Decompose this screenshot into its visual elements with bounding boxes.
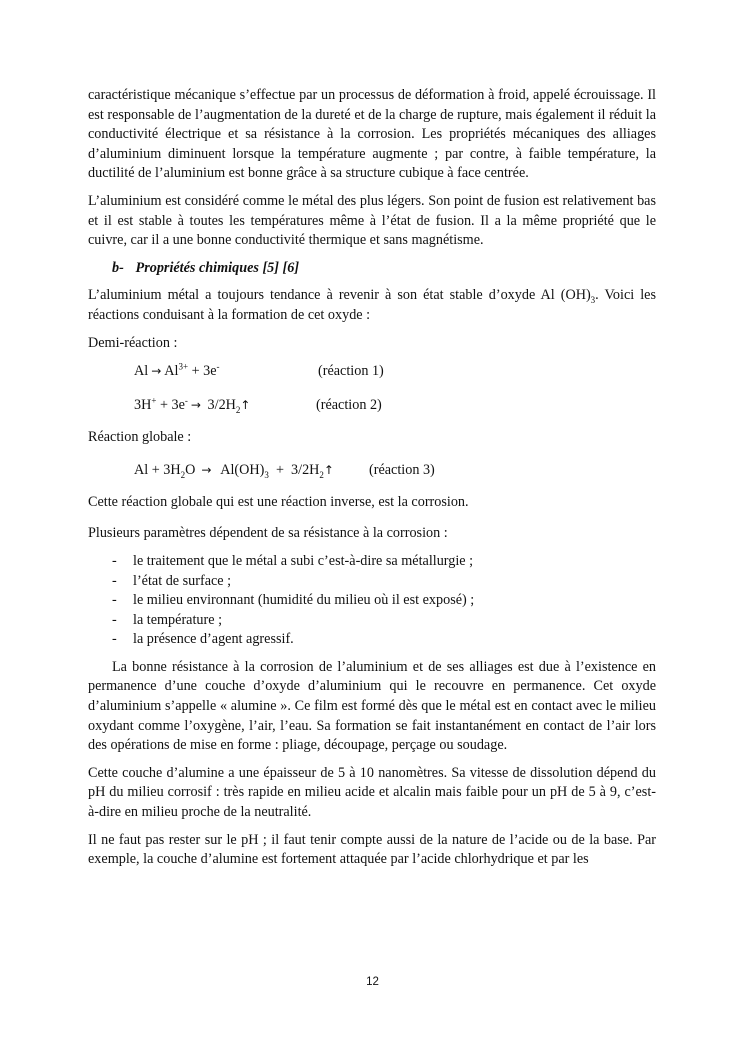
right-arrow-icon: → [151,364,162,379]
paragraph-lightness: L’aluminium est considéré comme le métal des plus légers. Son point de fusion est relativement bas et il est stable à toutes les températures même à l’état de fusion. Il a la même propriété que le cuivre, car il a une bonne conductivité thermique et sans magnétisme. [88,192,656,249]
up-arrow-icon: ↑ [240,398,251,413]
list-item: - la présence d’agent agressif. [112,631,294,648]
paragraph-oxide: L’aluminium métal a toujours tendance à revenir à son état stable d’oxyde Al $(OH)_3$. Voici les réactions conduisant à la formation de cet oxyde : [88,287,656,323]
reaction-2-equation: $3H^+ + 3e^- \to 3/2H_2↑$ [134,395,251,415]
right-arrow-icon: → [190,398,201,413]
paragraph-mechanical: caractéristique mécanique s’effectue par un processus de déformation à froid, appelé écrouissage. Il est responsable de l’augmentation de la dureté et de la charge de rupture, mais également il réduit la conductivité électrique et sa résistance à la corrosion. Les propriétés mécaniques des alliages d’aluminium diminuent lorsque la température augmente ; par contre, à faible température, la ductilité de l’aluminium est bonne grâce à sa structure cubique à face centrée. [88,87,656,182]
list-item: - la température ; [112,611,223,628]
up-arrow-icon: ↑ [323,462,334,477]
page-number: 12 [366,976,379,988]
paragraph-ph: Il ne faut pas rester sur le pH ; il faut tenir compte aussi de la nature de l’acide ou de la base. Par exemple, la couche d’alumine est fortement attaquée par l’acide chlorhydrique et par les [88,831,656,868]
paragraph-corrosion: Cette réaction globale qui est une réaction inverse, est la corrosion. [88,493,469,510]
section-heading-label: b- [112,259,124,276]
paragraph-parameters: Plusieurs paramètres dépendent de sa résistance à la corrosion : [88,525,448,542]
list-item: - le milieu environnant (humidité du milieu où il est exposé) ; [112,592,475,609]
paragraph-thickness: Cette couche d’alumine a une épaisseur de 5 à 10 nanomètres. Sa vitesse de dissolution dépend du pH du milieu corrosif : très rapide en milieu acide et alcalin mais faible pour un pH de 5 à 9, c’est-à-dire en milieu proche de la neutralité. [88,764,656,821]
reaction-3-equation: $Al + 3H_2O \to Al(OH)_3$ + $3/2H_2↑$ [134,461,334,480]
reaction-1 [88,362,656,382]
list-item: - l’état de surface ; [112,572,232,589]
demi-reaction-label: Demi-réaction : [88,334,178,351]
right-arrow-icon: → [201,462,212,477]
paragraph-alumine: La bonne résistance à la corrosion de l’aluminium et de ses alliages est due à l’existence en permanence d’une couche d’oxyde d’aluminium qui le recouvre en permanence. Cet oxyde d’aluminium s’appelle « alumine ». Ce film est formé dès que le métal est en contact avec le milieu oxydant comme l’oxygène, l’air, l’eau. Sa formation se fait instantanément en contact de l’air lors des opérations de mise en forme : pliage, découpage, perçage ou soudage. [88,658,656,754]
reaction-globale-label: Réaction globale : [88,429,192,446]
list-item: - le traitement que le métal a subi c’est-à-dire sa métallurgie ; [112,552,474,569]
reaction-3 [88,461,656,481]
page-body [88,86,656,870]
section-heading [88,259,656,279]
parameter-list [88,552,656,650]
reaction-1-equation: $Al \to Al^{3+} + 3e^-$ [134,362,220,382]
reaction-2 [88,396,656,416]
reaction-1-tag: (réaction 1) [318,363,384,380]
reaction-3-tag: (réaction 3) [369,461,435,478]
section-heading-text: Propriétés chimiques [5] [6] [135,259,300,276]
reaction-2-tag: (réaction 2) [316,397,382,414]
